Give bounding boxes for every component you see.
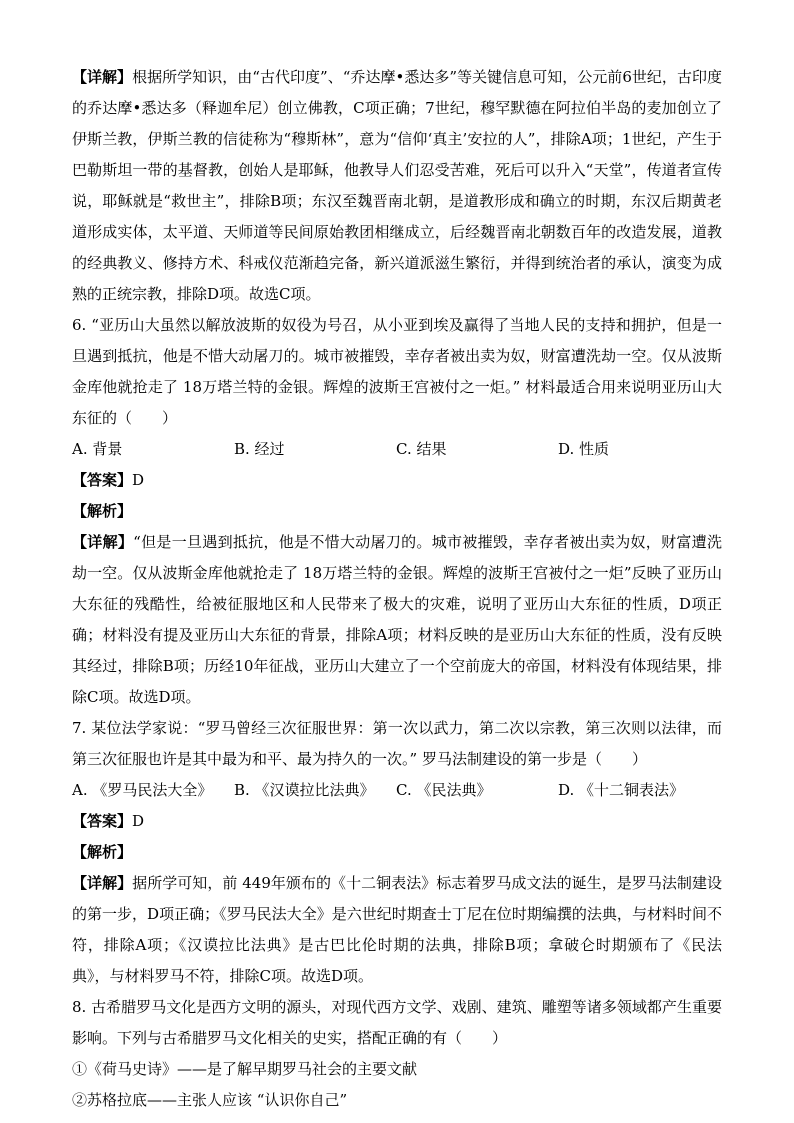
answer-tag: 【答案】 [72,812,133,830]
q7-stem: 7. 某位法学家说：“罗马曾经三次征服世界：第一次以武力，第二次以宗教，第三次则以法律，而第三次征服也许是其中最为和平、最为持久的一次。” 罗马法制建设的第一步是（ ） [72,719,722,768]
q8-item-1: ①《荷马史诗》——是了解早期罗马社会的主要文献 [72,1060,418,1078]
q8-stem: 8. 古希腊罗马文化是西方文明的源头，对现代西方文学、戏剧、建筑、雕塑等诸多领域都产生重要影响。下列与古希腊罗马文化相关的史实，搭配正确的有（ ） [72,998,722,1047]
detail-text: “但是一旦遇到抵抗，他是不惜大动屠刀的。城市被摧毁，幸存者被出卖为奴，财富遭洗劫一空。仅从波斯金库他就抢走了 18万塔兰特的金银。辉煌的波斯王宫被付之一炬”反映了亚历山大东征的残酷性，给被征服地区和人民带来了极大的灾难，说明了亚历山大东征的性质，D项正确；材料没有提及亚历山大东征的背景，排除A项；材料反映的是亚历山大东征的性质，没有反映其经过，排除B项；历经10年征战，亚历山大建立了一个空前庞大的帝国，材料没有体现结果，排除C项。故选D项。 [72,533,722,706]
q6-option-c: C. 结果 [396,440,447,458]
q6-options [72,434,722,465]
detail-text: 根据所学知识，由“古代印度”、“乔达摩•悉达多”等关键信息可知，公元前6世纪，古印度的乔达摩•悉达多（释迦牟尼）创立佛教，C项正确；7世纪，穆罕默德在阿拉伯半岛的麦加创立了伊斯兰教，伊斯兰教的信徒称为“穆斯林”，意为“信仰‘真主’安拉的人”，排除A项；1世纪，产生于巴勒斯坦一带的基督教，创始人是耶稣，他教导人们忍受苦难，死后可以升入“天堂”，传道者宣传说，耶稣就是“救世主”，排除B项；东汉至魏晋南北朝，是道教形成和确立的时期，东汉后期黄老道形成实体，太平道、天师道等民间原始教团相继成立，后经魏晋南北朝数百年的改造发展，道教的经典教义、修持方术、科戒仪范渐趋完备，新兴道派滋生繁衍，并得到统治者的承认，演变为成熟的正统宗教，排除D项。故选C项。 [72,68,722,303]
q7-option-d: D. 《十二铜表法》 [558,781,685,799]
q6-stem: 6. “亚历山大虽然以解放波斯的奴役为号召，从小亚到埃及赢得了当地人民的支持和拥护，但是一旦遇到抵抗，他是不惜大动屠刀的。城市被摧毁，幸存者被出卖为奴，财富遭洗劫一空。仅从波斯金库他就抢走了 18万塔兰特的金银。辉煌的波斯王宫被付之一炬。” 材料最适合用来说明亚历山大东征的（ ） [72,316,722,427]
q6-answer [72,465,722,496]
answer-value: D [132,812,145,830]
q8-item-2: ②苏格拉底——主张人应该 “认识你自己” [72,1091,348,1109]
q7-detail [72,868,722,992]
q7-option-c: C. 《民法典》 [396,781,492,799]
q6-option-b: B. 经过 [234,440,285,458]
detail-tag: 【详解】 [72,533,134,551]
q6-detail [72,527,722,713]
q7-option-a: A. 《罗马民法大全》 [72,781,213,799]
analysis-tag: 【解析】 [72,502,133,520]
answer-value: D [132,471,145,489]
detail-tag: 【详解】 [72,874,133,892]
q6-option-d: D. 性质 [558,440,610,458]
q7-answer [72,806,722,837]
analysis-tag: 【解析】 [72,843,133,861]
answer-tag: 【答案】 [72,471,133,489]
q6-option-a: A. 背景 [72,440,123,458]
detail-text: 据所学可知，前 449年颁布的《十二铜表法》标志着罗马成文法的诞生，是罗马法制建设的第一步，D项正确；《罗马民法大全》是六世纪时期查士丁尼在位时期编撰的法典，与材料时间不符，排除A项；《汉谟拉比法典》是古巴比伦时期的法典，排除B项；拿破仑时期颁布了《民法典》，与材料罗马不符，排除C项。故选D项。 [72,874,722,985]
q5-detail [72,62,722,310]
q7-options [72,775,722,806]
q7-option-b: B. 《汉谟拉比法典》 [234,781,375,799]
detail-tag: 【详解】 [72,68,133,86]
document-page [72,62,722,1116]
q7-analysis [72,837,722,868]
q6-analysis [72,496,722,527]
